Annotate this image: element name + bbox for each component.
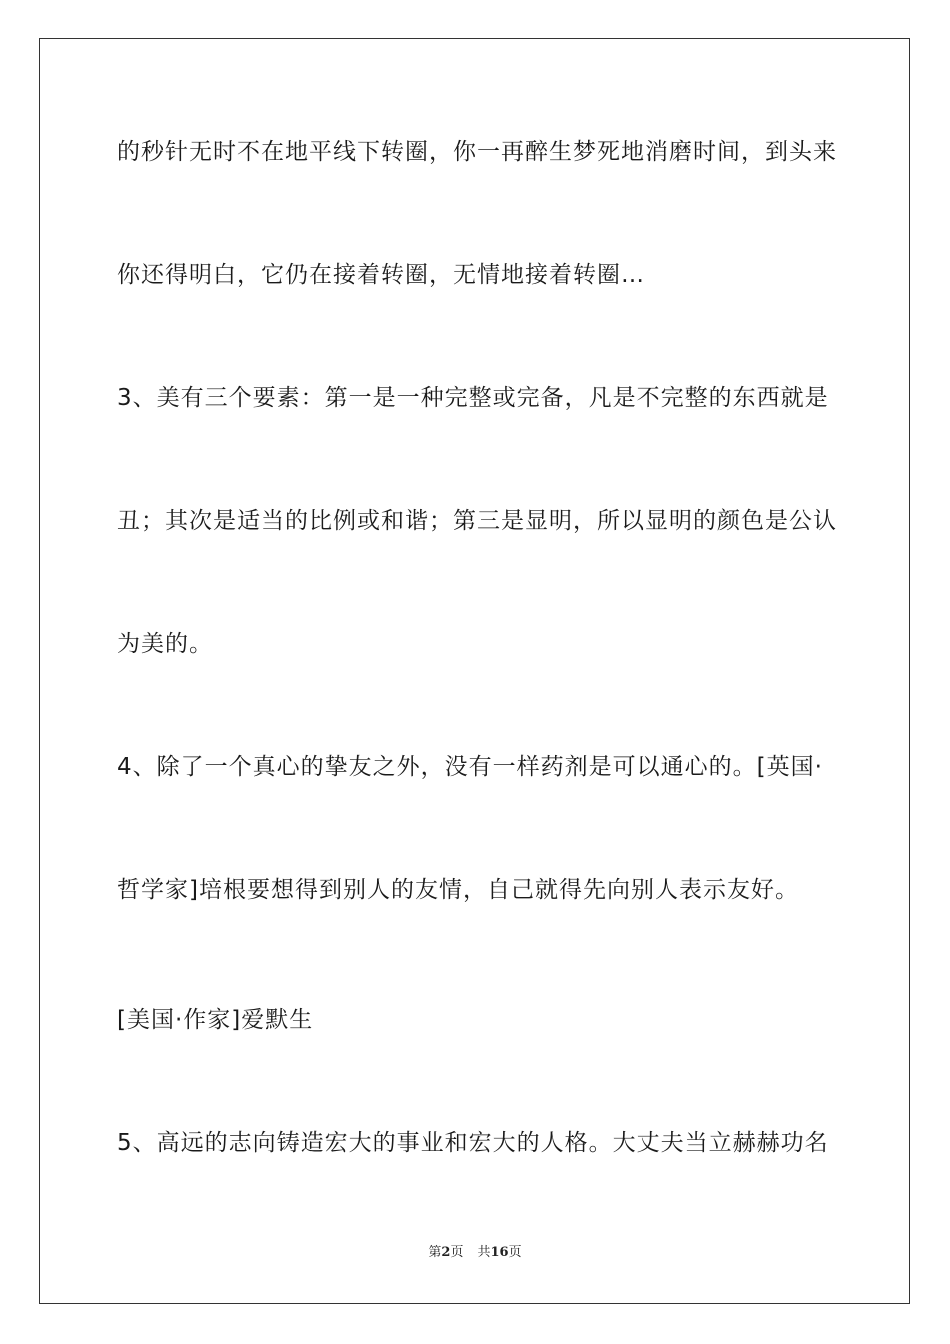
total-pages: 16	[490, 1245, 509, 1260]
page-prefix: 第	[428, 1245, 442, 1260]
text-line-8: [美国·作家]爱默生	[117, 1007, 314, 1033]
page-footer	[0, 1243, 950, 1263]
page-number: 2	[441, 1245, 451, 1260]
page-frame	[39, 38, 910, 1304]
page-suffix: 页	[450, 1245, 464, 1260]
total-suffix: 页	[508, 1245, 522, 1260]
text-line-2: 你还得明白，它仍在接着转圈，无情地接着转圈…	[117, 262, 645, 288]
text-line-1: 的秒针无时不在地平线下转圈，你一再醉生梦死地消磨时间，到头来	[117, 139, 837, 165]
text-line-9: 5、高远的志向铸造宏大的事业和宏大的人格。大丈夫当立赫赫功名	[117, 1130, 829, 1156]
text-line-5: 为美的。	[117, 631, 213, 657]
text-line-4: 丑；其次是适当的比例或和谐；第三是显明，所以显明的颜色是公认	[117, 508, 837, 534]
text-line-7: 哲学家]培根要想得到别人的友情，自己就得先向别人表示友好。	[117, 877, 799, 903]
total-prefix: 共	[477, 1245, 491, 1260]
text-line-3: 3、美有三个要素：第一是一种完整或完备，凡是不完整的东西就是	[117, 385, 829, 411]
text-line-6: 4、除了一个真心的挚友之外，没有一样药剂是可以通心的。[英国·	[117, 754, 823, 780]
